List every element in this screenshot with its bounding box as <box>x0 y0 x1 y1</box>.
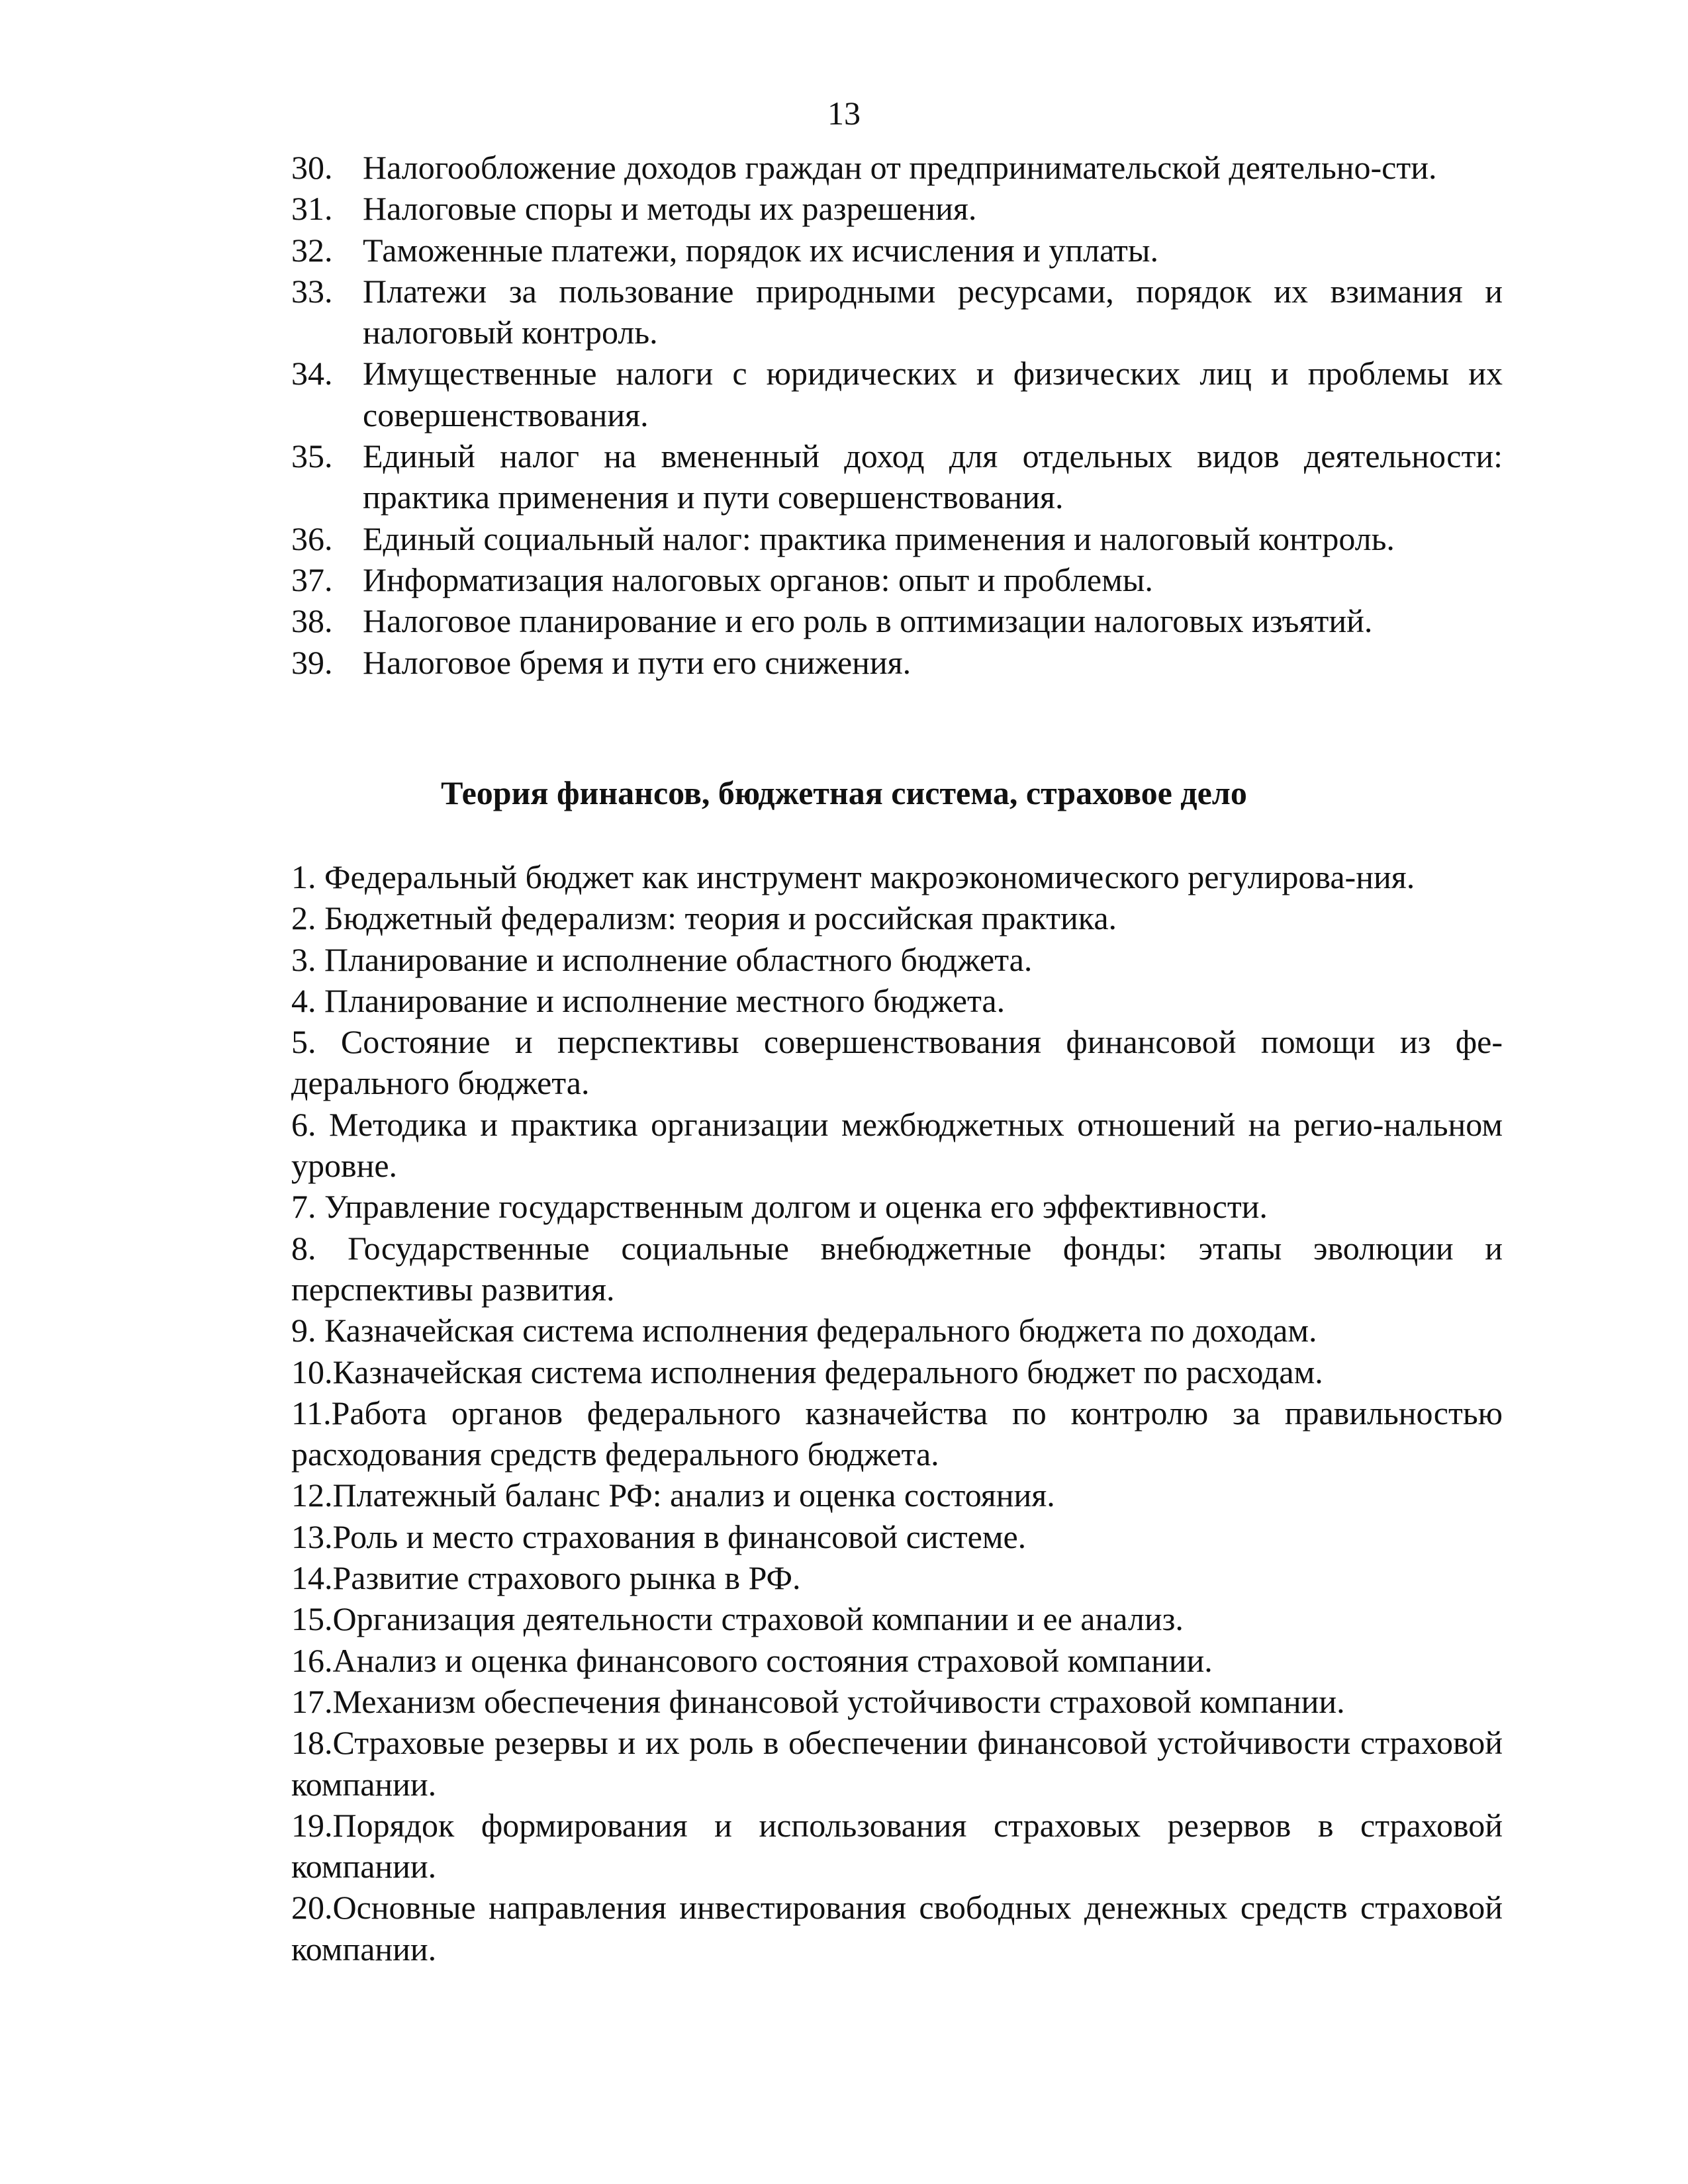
list-item: 3. Планирование и исполнение областного бюджета. <box>291 940 1033 978</box>
list-item: 16.Анализ и оценка финансового состояния страховой компании. <box>291 1641 1213 1679</box>
list-item: 17.Механизм обеспечения финансовой устойчивости страховой компании. <box>291 1682 1345 1720</box>
item-text: Налогообложение доходов граждан от предпринимательской деятельно-сти. <box>363 149 1437 186</box>
item-number: 34. <box>291 355 333 392</box>
item-number: 30. <box>291 149 333 186</box>
item-text: Платежи за пользование природными ресурсами, порядок их взимания и налоговый контроль. <box>363 272 1503 351</box>
list-item <box>291 559 1503 600</box>
item-text: Информатизация налоговых органов: опыт и проблемы. <box>363 561 1153 598</box>
item-number: 36. <box>291 520 333 557</box>
tax-topics-list <box>291 147 1503 683</box>
list-item: 12.Платежный баланс РФ: анализ и оценка состояния. <box>291 1477 1055 1514</box>
item-text: Имущественные налоги с юридических и физических лиц и проблемы их совершенствования. <box>363 355 1503 433</box>
item-number: 39. <box>291 643 333 681</box>
item-number: 37. <box>291 561 333 598</box>
item-text: Таможенные платежи, порядок их исчисления и уплаты. <box>363 231 1158 269</box>
list-item: 9. Казначейская система исполнения федерального бюджета по доходам. <box>291 1312 1317 1349</box>
list-item: 20.Основные направления инвестирования свободных денежных средств страховой компании. <box>291 1889 1503 1968</box>
list-item: 19.Порядок формирования и использования страховых резервов в страховой компании. <box>291 1806 1503 1886</box>
list-item <box>291 147 1503 188</box>
list-item: 11.Работа органов федерального казначейства по контролю за правильностью расходования средств федерального бюджета. <box>291 1394 1503 1473</box>
list-item: 18.Страховые резервы и их роль в обеспечении финансовой устойчивости страховой компании. <box>291 1724 1503 1803</box>
page-number: 13 <box>827 95 861 132</box>
list-item: 14.Развитие страхового рынка в РФ. <box>291 1559 801 1597</box>
item-number: 35. <box>291 437 333 475</box>
item-number: 32. <box>291 231 333 269</box>
list-item <box>291 435 1503 518</box>
list-item: 1. Федеральный бюджет как инструмент макроэкономического регулирова-ния. <box>291 858 1415 895</box>
list-item <box>291 353 1503 435</box>
list-item: 13.Роль и место страхования в финансовой системе. <box>291 1518 1027 1555</box>
list-item <box>291 642 1503 683</box>
list-item: 8. Государственные социальные внебюджетные фонды: этапы эволюции и перспективы развития. <box>291 1229 1503 1308</box>
item-text: Налоговое бремя и пути его снижения. <box>363 643 912 681</box>
item-number: 31. <box>291 190 333 228</box>
list-item <box>291 600 1503 641</box>
list-item: 7. Управление государственным долгом и оценка его эффективности. <box>291 1188 1268 1226</box>
list-item: 5. Состояние и перспективы совершенствования финансовой помощи из фе-дерального бюджета. <box>291 1023 1503 1102</box>
item-number: 38. <box>291 602 333 640</box>
list-item: 10.Казначейская система исполнения федерального бюджет по расходам. <box>291 1353 1323 1390</box>
list-item <box>291 271 1503 353</box>
list-item <box>291 230 1503 271</box>
list-item <box>291 518 1503 559</box>
list-item: 4. Планирование и исполнение местного бюджета. <box>291 981 1006 1019</box>
list-item <box>291 188 1503 229</box>
item-text: Единый социальный налог: практика применения и налоговый контроль. <box>363 520 1395 557</box>
finance-topics-list <box>291 856 1503 1970</box>
item-text: Единый налог на вмененный доход для отдельных видов деятельности: практика применения и пути совершенствования. <box>363 437 1503 516</box>
list-item: 6. Методика и практика организации межбюджетных отношений на регио-нальном уровне. <box>291 1105 1503 1185</box>
section-title: Теория финансов, бюджетная система, страховое дело <box>441 774 1247 811</box>
list-item: 2. Бюджетный федерализм: теория и российская практика. <box>291 899 1117 937</box>
item-number: 33. <box>291 272 333 310</box>
item-text: Налоговое планирование и его роль в оптимизации налоговых изъятий. <box>363 602 1373 640</box>
list-item: 15.Организация деятельности страховой компании и ее анализ. <box>291 1600 1184 1638</box>
item-text: Налоговые споры и методы их разрешения. <box>363 190 977 228</box>
